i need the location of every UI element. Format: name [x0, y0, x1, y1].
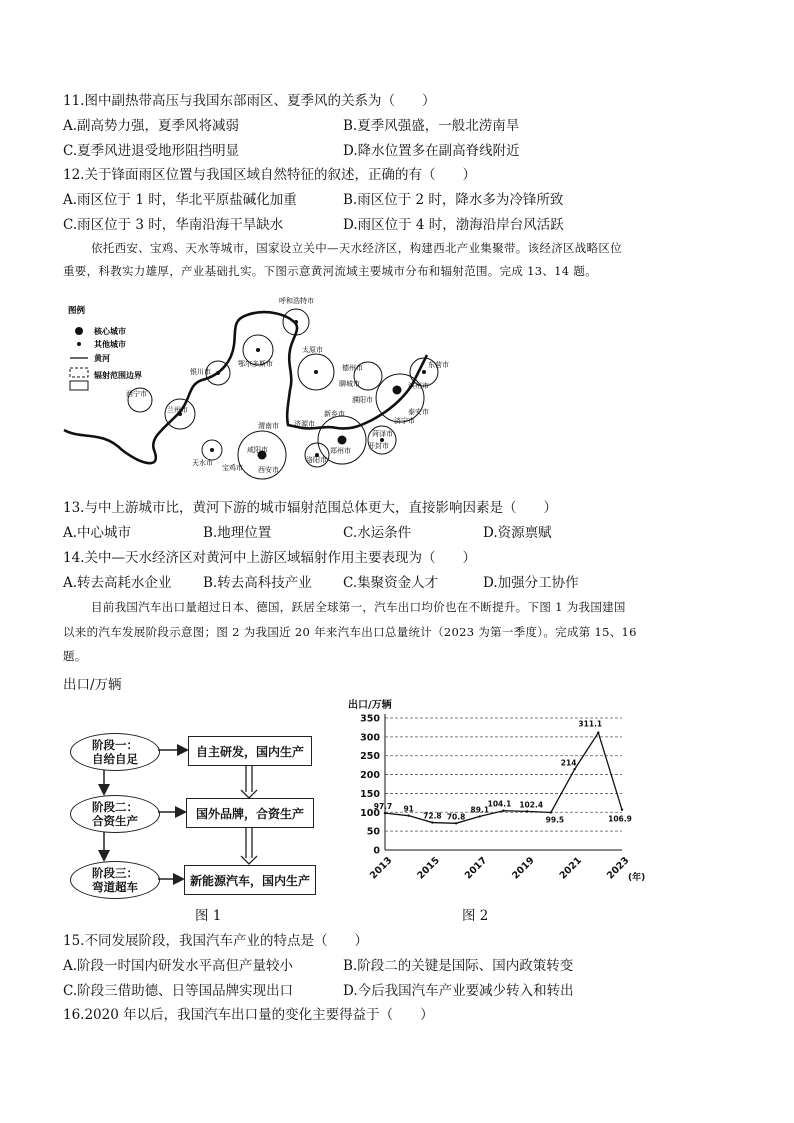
fig2-caption: 图 2: [462, 908, 489, 924]
double-arrow-box2-box3: [246, 827, 252, 858]
city-dot-yinchuan: [216, 371, 220, 375]
stage3-box: 新能源汽车，国内生产: [184, 865, 316, 895]
q12-stem: 12.关于锋面雨区位置与我国区域自然特征的叙述，正确的有（ ）: [63, 167, 476, 183]
city-label-baoji: 宝鸡市: [222, 464, 243, 472]
stage2-ellipse: 阶段二： 合资生产: [70, 795, 160, 833]
q12-option-a: A.雨区位于 1 时，华北平原盐碱化加重: [63, 192, 297, 208]
double-arrow-head-2: [241, 856, 257, 864]
x-tick-label: 2017: [462, 854, 490, 882]
q16-stem: 16.2020 年以后，我国汽车出口量的变化主要得益于（ ）: [63, 1007, 434, 1023]
x-tick-label: 2023: [604, 854, 632, 882]
chart-ylabel: 出口/万辆: [348, 700, 392, 711]
city-dot-dongying: [422, 370, 426, 374]
q15-stem: 15.不同发展阶段，我国汽车产业的特点是（ ）: [63, 933, 368, 949]
q13-option-d: D.资源禀赋: [483, 525, 552, 541]
q13-option-c: C.水运条件: [343, 525, 412, 541]
data-label: 99.5: [545, 815, 565, 825]
y-tick-label: 150: [360, 788, 380, 800]
q14-option-d: D.加强分工协作: [483, 575, 579, 591]
city-label-dezhou: 德州市: [342, 364, 363, 372]
passage2-line2: 以来的汽车发展阶段示意图；图 2 为我国近 20 年来汽车出口总量统计（2023 为第一季度）。完成第 15、16: [63, 625, 637, 639]
city-label-weinan: 渭南市: [258, 422, 279, 430]
data-point: [431, 821, 433, 823]
city-dot-jinan: [393, 386, 402, 395]
city-label-binzhou: 滨州市: [408, 382, 429, 390]
q12-option-c: C.雨区位于 3 时，华南沿海干旱缺水: [63, 217, 284, 233]
legend-range-box: [70, 368, 88, 377]
data-label: 311.1: [578, 719, 603, 729]
double-arrow-head-1: [241, 790, 257, 798]
q12-option-b: B.雨区位于 2 时，降水多为冷锋所致: [343, 192, 564, 208]
q15-option-c: C.阶段三借助德、日等国品牌实现出口: [63, 983, 294, 999]
city-label-lanzhou: 兰州市: [167, 406, 188, 414]
city-dot-taiyuan: [314, 370, 318, 374]
city-label-luoyang: 洛阳市: [306, 456, 327, 464]
q14-option-b: B.转去高科技产业: [203, 575, 312, 591]
data-label: 89.1: [470, 805, 490, 815]
city-label-tianshui: 天水市: [192, 459, 213, 467]
city-label-jiyuan: 济源市: [294, 420, 315, 428]
data-point: [621, 808, 623, 810]
data-point: [479, 815, 481, 817]
data-label: 97.7: [373, 802, 393, 812]
data-point: [597, 731, 599, 733]
y-tick-label: 300: [360, 732, 380, 744]
data-point: [573, 768, 575, 770]
city-label-taiyuan: 太原市: [302, 346, 323, 354]
data-point: [408, 814, 410, 816]
map-legend-river: 黄河: [94, 354, 110, 363]
q11-option-c: C.夏季风进退受地形阻挡明显: [63, 143, 240, 159]
x-tick-label: 2019: [510, 854, 537, 882]
data-point: [384, 812, 386, 814]
x-tick-label: 2021: [557, 854, 585, 882]
x-unit-label: (年): [628, 873, 646, 883]
fig1-caption: 图 1: [195, 908, 222, 924]
q11-stem: 11.图中副热带高压与我国东部雨区、夏季风的关系为（ ）: [63, 93, 436, 109]
city-label-huhehaote: 呼和浩特市: [279, 297, 314, 305]
city-label-eerduosi: 鄂尔多斯市: [238, 360, 273, 368]
data-label: 214: [560, 758, 577, 768]
q13-option-b: B.地理位置: [203, 525, 272, 541]
q12-option-d: D.雨区位于 4 时，渤海沿岸台风活跃: [343, 217, 564, 233]
q14-stem: 14.关中—天水经济区对黄河中上游区域辐射作用主要表现为（ ）: [63, 550, 476, 566]
x-tick-label: 2015: [415, 854, 442, 882]
q13-stem: 13.与中上游城市比，黄河下游的城市辐射范围总体更大，直接影响因素是（ ）: [63, 500, 557, 516]
passage1-line2: 重要，科教实力雄厚，产业基础扎实。下图示意黄河流域主要城市分布和辐射范围。完成 13、14 题。: [63, 264, 597, 278]
map-legend-core: 核心城市: [94, 327, 126, 336]
passage2-line3: 题。: [63, 649, 87, 663]
stage2-box: 国外品牌，合资生产: [186, 798, 314, 828]
data-point: [455, 822, 457, 824]
city-label-yinchuan: 银川市: [190, 368, 211, 376]
stage1-ellipse: 阶段一： 自给自足: [70, 733, 160, 771]
q15-option-d: D.今后我国汽车产业要减少转入和转出: [343, 983, 574, 999]
city-label-puyang: 濮阳市: [352, 396, 373, 404]
city-label-xinxiang: 新乡市: [324, 410, 345, 418]
data-label: 70.8: [446, 812, 466, 822]
data-point: [550, 811, 552, 813]
y-tick-label: 350: [360, 713, 380, 725]
passage1-line1: 依托西安、宝鸡、天水等城市，国家设立关中—天水经济区，构建西北产业集聚带。该经济区战略区位: [91, 241, 622, 255]
y-tick-label: 200: [360, 770, 380, 782]
q11-option-d: D.降水位置多在副高脊线附近: [343, 143, 520, 159]
legend-range-box-2: [70, 381, 88, 390]
city-label-jining: 济宁市: [394, 417, 415, 425]
data-point: [502, 810, 504, 812]
city-label-xianyang: 咸阳市: [247, 446, 268, 454]
data-label: 102.4: [519, 800, 544, 810]
export-line-chart: [340, 696, 660, 901]
legend-other-dot: [77, 342, 81, 346]
y-tick-label: 50: [366, 826, 380, 838]
city-dot-huhehaote: [294, 320, 298, 324]
city-dot-tianshui: [210, 448, 214, 452]
city-label-taian: 泰安市: [408, 408, 429, 416]
data-label: 91: [403, 804, 414, 814]
yellow-river-map: [62, 290, 482, 490]
city-label-dongying: 东营市: [428, 361, 449, 369]
stage3-ellipse: 阶段三： 弯道超车: [70, 861, 160, 899]
fig1-arrows: [60, 730, 330, 905]
data-label: 104.1: [487, 799, 512, 809]
city-label-zhengzhou: 郑州市: [330, 447, 351, 455]
legend-core-dot: [75, 327, 83, 335]
y-tick-label: 0: [373, 845, 380, 857]
q14-option-a: A.转去高耗水企业: [63, 575, 172, 591]
y-tick-label: 250: [360, 751, 380, 763]
q14-option-c: C.集聚资金人才: [343, 575, 439, 591]
q15-option-a: A.阶段一时国内研发水平高但产量较小: [63, 958, 294, 974]
stage1-box: 自主研发，国内生产: [188, 736, 312, 766]
map-legend-range: 辐射范围边界: [94, 371, 142, 380]
city-label-heze: 菏泽市: [372, 430, 393, 438]
map-legend-title: 图例: [68, 306, 86, 316]
passage2-line1: 目前我国汽车出口量超过日本、德国，跃居全球第一，汽车出口均价也在不断提升。下图 1 为我国建国: [91, 600, 626, 614]
data-label: 72.8: [423, 811, 442, 821]
city-dot-eerduosi: [256, 348, 260, 352]
city-label-xining: 西宁市: [126, 390, 147, 398]
city-label-liaocheng: 聊城市: [339, 380, 360, 388]
map-legend-other: 其他城市: [94, 340, 126, 349]
q11-option-a: A.副高势力强，夏季风将减弱: [63, 118, 240, 134]
city-dot-zhengzhou: [338, 436, 347, 445]
data-point: [526, 810, 528, 812]
y-tick-label: 100: [360, 807, 380, 819]
city-label-xian: 西安市: [258, 466, 279, 474]
stray-unit-label: 出口/万辆: [63, 677, 122, 693]
q15-option-b: B.阶段二的关键是国际、国内政策转变: [343, 958, 574, 974]
double-arrow-box1-box2: [246, 765, 252, 792]
data-label: 106.9: [608, 814, 632, 824]
q11-option-b: B.夏季风强盛，一般北涝南旱: [343, 118, 520, 134]
city-label-kaifeng: 开封市: [368, 442, 389, 450]
q13-option-a: A.中心城市: [63, 525, 132, 541]
x-tick-label: 2013: [367, 854, 395, 882]
